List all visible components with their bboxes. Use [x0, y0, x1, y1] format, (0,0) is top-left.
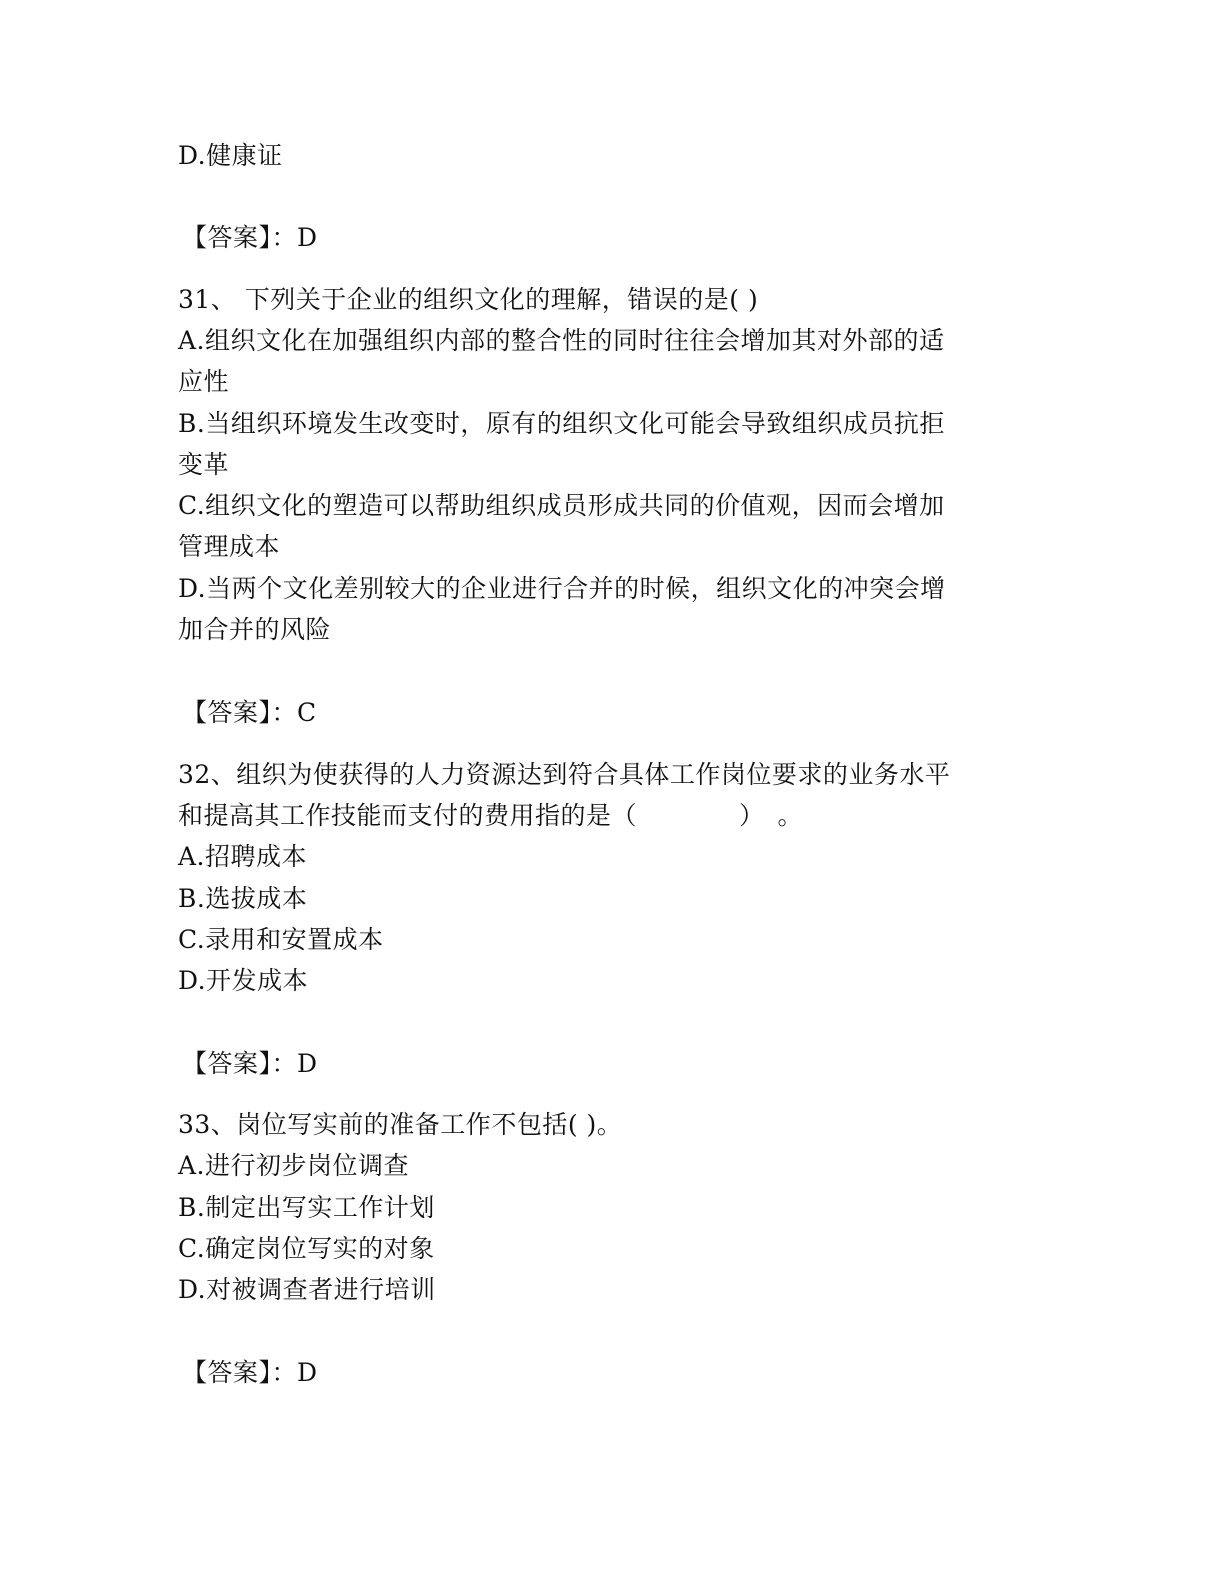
- q32-stem-line2: 和提高其工作技能而支付的费用指的是（ ） 。: [178, 801, 804, 830]
- q33-answer: 【答案】：D: [182, 1358, 318, 1387]
- q30-answer: 【答案】：D: [182, 223, 318, 252]
- q30-option-d: D.健康证: [178, 141, 283, 170]
- q32-answer: 【答案】：D: [182, 1049, 318, 1078]
- q31-option-d-line2: 加合并的风险: [178, 615, 332, 644]
- q33-option-b: B.制定出写实工作计划: [178, 1193, 435, 1222]
- q33-option-a: A.进行初步岗位调查: [178, 1151, 410, 1180]
- q32-stem-line1: 32、组织为使获得的人力资源达到符合具体工作岗位要求的业务水平: [178, 760, 951, 789]
- q31-option-c-line1: C.组织文化的塑造可以帮助组织成员形成共同的价值观，因而会增加: [178, 491, 945, 520]
- q31-option-a-line2: 应性: [178, 367, 230, 396]
- q31-option-c-line2: 管理成本: [178, 532, 281, 561]
- q32-option-b: B.选拔成本: [178, 884, 308, 913]
- q32-option-c: C.录用和安置成本: [178, 925, 384, 954]
- q31-answer: 【答案】：C: [182, 698, 317, 727]
- q31-stem: 31、 下列关于企业的组织文化的理解，错误的是( ): [178, 285, 759, 314]
- q32-option-a: A.招聘成本: [178, 842, 308, 871]
- q33-option-c: C.确定岗位写实的对象: [178, 1234, 435, 1263]
- q32-option-d: D.开发成本: [178, 966, 309, 995]
- q31-option-b-line2: 变革: [178, 450, 230, 479]
- q31-option-a-line1: A.组织文化在加强组织内部的整合性的同时往往会增加其对外部的适: [178, 326, 945, 355]
- q33-stem: 33、岗位写实前的准备工作不包括( )。: [178, 1110, 623, 1139]
- q31-option-b-line1: B.当组织环境发生改变时，原有的组织文化可能会导致组织成员抗拒: [178, 409, 945, 438]
- q31-option-d-line1: D.当两个文化差别较大的企业进行合并的时候，组织文化的冲突会增: [178, 574, 946, 603]
- q33-option-d: D.对被调查者进行培训: [178, 1275, 436, 1304]
